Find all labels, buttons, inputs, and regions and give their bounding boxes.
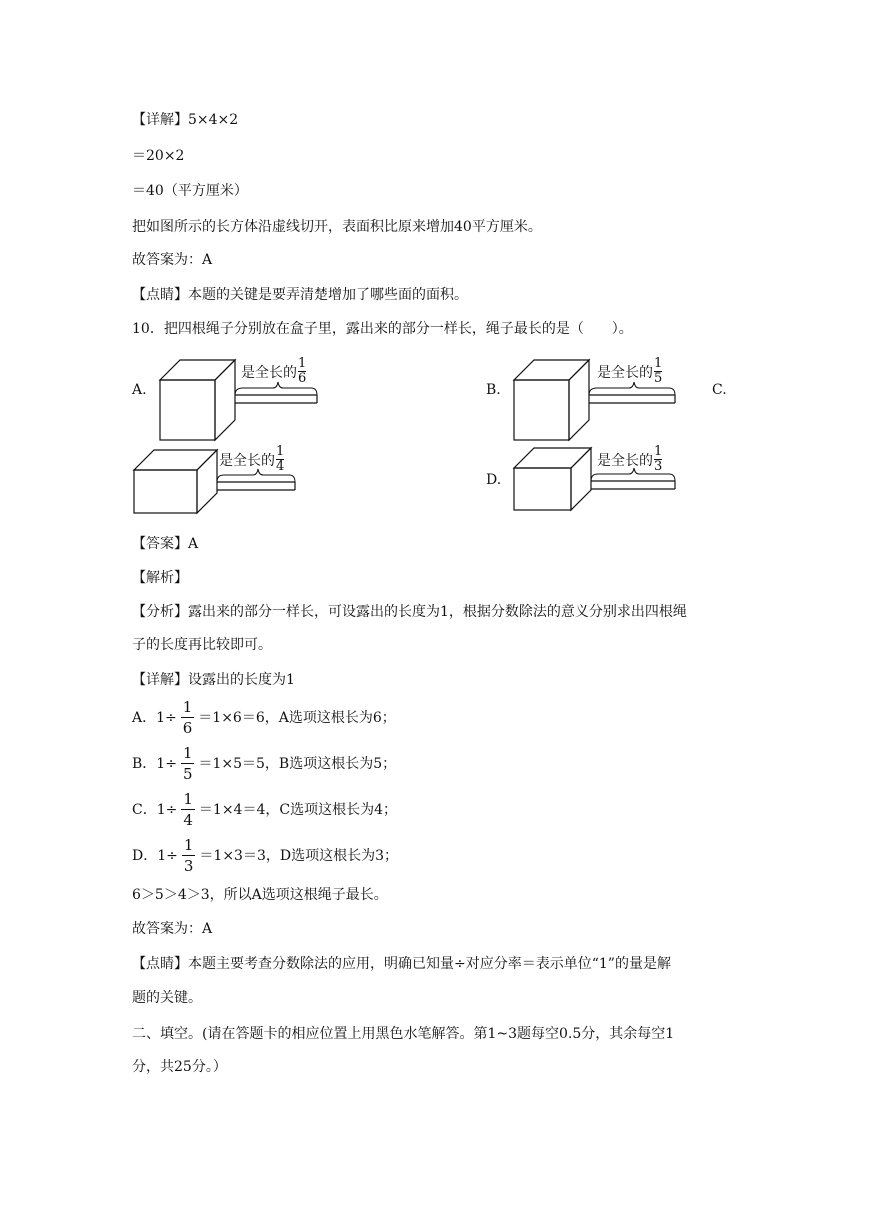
analysis-heading: 【解析】: [132, 570, 188, 586]
answer-label: 【答案】A: [132, 536, 199, 552]
solution-b-prefix: B．1÷: [132, 756, 177, 772]
detail-heading: 【详解】设露出的长度为1: [132, 672, 295, 688]
detail-line-3: ＝40（平方厘米）: [132, 183, 248, 199]
solution-b-fraction: $\frac{1}{5}$: [182, 743, 193, 783]
option-b-text: 是全长的: [597, 364, 653, 381]
option-c-caption: [219, 445, 284, 474]
answer-line-2: 故答案为：A: [132, 921, 213, 937]
solution-b: [132, 740, 396, 786]
option-d-fraction: $\frac{1}{3}$: [654, 444, 663, 474]
solution-d-prefix: D．1÷: [132, 848, 178, 864]
solution-b-suffix: ＝1×5＝5，B选项这根长为5；: [198, 756, 397, 772]
solution-c-suffix: ＝1×4＝4，C选项这根长为4；: [198, 802, 397, 818]
solution-d: [132, 832, 398, 878]
option-b-label: B.: [486, 382, 501, 398]
option-b-caption: [597, 357, 662, 386]
option-a-fraction: $\frac{1}{6}$: [298, 356, 307, 386]
section-heading-line-2: 分，共25分。）: [132, 1059, 227, 1075]
option-c-label: C.: [712, 382, 727, 398]
solution-c-fraction: $\frac{1}{4}$: [183, 789, 193, 829]
solution-a-suffix: ＝1×6＝6，A选项这根长为6；: [198, 710, 396, 726]
solution-a-prefix: A．1÷: [132, 710, 177, 726]
detail-line-2: ＝20×2: [132, 148, 185, 164]
option-d-label: D.: [486, 472, 502, 488]
note-line-2: 【点睛】本题主要考查分数除法的应用，明确已知量÷对应分率＝表示单位“1”的量是解: [132, 956, 671, 972]
comparison-line: 6＞5＞4＞3，所以A选项这根绳子最长。: [132, 887, 388, 903]
option-c-text: 是全长的: [219, 452, 275, 469]
option-a-text: 是全长的: [241, 364, 297, 381]
solution-d-fraction: $\frac{1}{3}$: [183, 835, 194, 875]
question-10: 10．把四根绳子分别放在盒子里，露出来的部分一样长，绳子最长的是（ ）。: [132, 321, 633, 337]
detail-line-1: 【详解】5×4×2: [132, 112, 239, 128]
answer-line-1: 故答案为：A: [132, 252, 213, 268]
solution-d-suffix: ＝1×3＝3，D选项这根长为3；: [199, 848, 399, 864]
note-line-3: 题的关键。: [132, 990, 202, 1006]
solution-c-prefix: C．1÷: [132, 802, 178, 818]
section-heading-line-1: 二、填空。(请在答题卡的相应位置上用黑色水笔解答。第1~3题每空0.5分，其余每空1: [132, 1026, 675, 1042]
solution-a: [132, 694, 396, 740]
option-b-fraction: $\frac{1}{5}$: [654, 356, 663, 386]
option-a-caption: [241, 357, 306, 386]
option-c-fraction: $\frac{1}{4}$: [276, 444, 285, 474]
option-d-text: 是全长的: [597, 452, 653, 469]
option-d-figure: [509, 443, 709, 533]
analysis-line-1: 【分析】露出来的部分一样长，可设露出的长度为1，根据分数除法的意义分别求出四根绳: [132, 604, 687, 620]
solution-c: [132, 786, 397, 832]
detail-line-4: 把如图所示的长方体沿虚线切开，表面积比原来增加40平方厘米。: [132, 219, 542, 235]
note-line-1: 【点睛】本题的关键是要弄清楚增加了哪些面的面积。: [132, 287, 468, 303]
option-c-figure: [129, 445, 329, 535]
option-a-figure: [155, 355, 355, 445]
solution-a-fraction: $\frac{1}{6}$: [182, 697, 193, 737]
option-a-label: A.: [132, 382, 147, 398]
option-d-caption: [597, 445, 662, 474]
analysis-line-2: 子的长度再比较即可。: [132, 637, 272, 653]
option-b-figure: [509, 355, 709, 445]
